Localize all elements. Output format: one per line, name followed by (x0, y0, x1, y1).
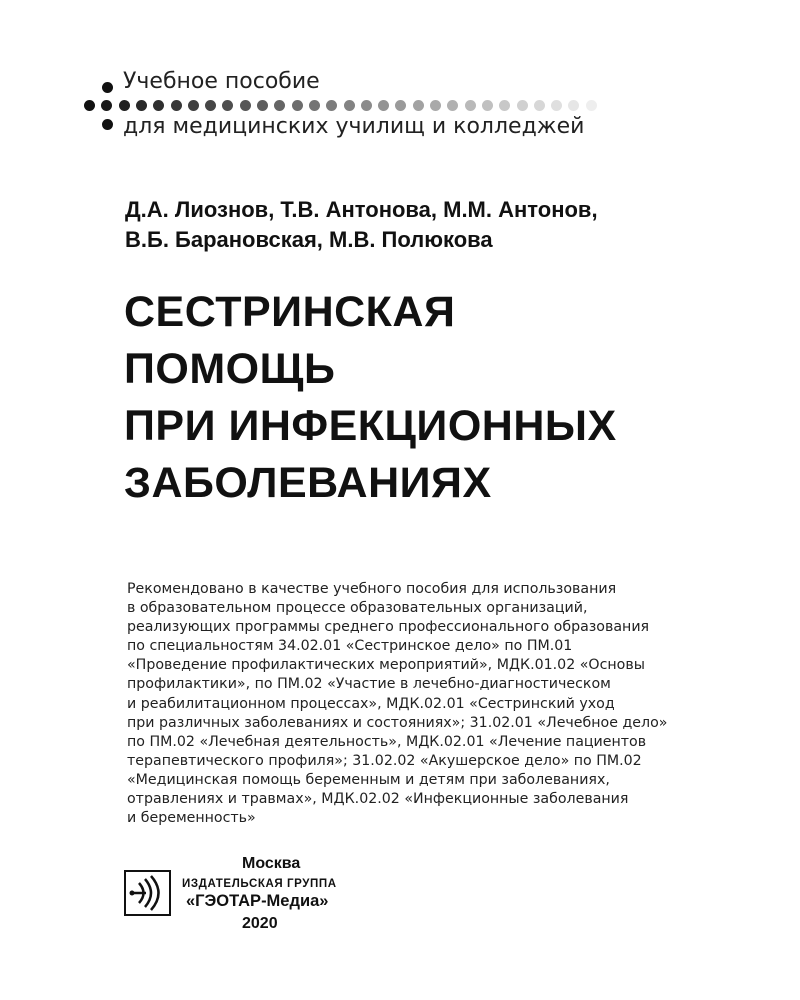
dot-icon (205, 100, 216, 111)
publisher-block (124, 855, 374, 935)
publisher-name: «ГЭОТАР-Медиа» (186, 892, 329, 910)
dot-icon (499, 100, 510, 111)
dot-icon (119, 100, 130, 111)
recommendation-line: и беременность» (127, 810, 256, 827)
publisher-group: ИЗДАТЕЛЬСКАЯ ГРУППА (182, 878, 337, 890)
recommendation-line: Рекомендовано в качестве учебного пособия для использования (127, 581, 617, 597)
dot-icon (378, 100, 389, 111)
recommendation-line: по ПМ.02 «Лечебная деятельность», МДК.02.01 «Лечение пациентов (127, 733, 647, 750)
dot-icon (447, 100, 458, 111)
dot-icon (188, 100, 199, 111)
recommendation-line: терапевтического профиля»; 31.02.02 «Акушерское дело» по ПМ.02 (127, 752, 642, 769)
dot-icon (551, 100, 562, 111)
dot-icon (102, 82, 113, 93)
dot-icon (586, 100, 597, 111)
series-title: Учебное пособие (123, 69, 320, 94)
series-subtitle: для медицинских училищ и колледжей (123, 114, 585, 139)
publisher-city: Москва (242, 855, 301, 872)
dot-icon (84, 100, 95, 111)
dot-icon (292, 100, 303, 111)
recommendation-line: по специальностям 34.02.01 «Сестринское дело» по ПМ.01 (127, 638, 573, 655)
dot-icon (534, 100, 545, 111)
title-line: ПОМОЩЬ (124, 345, 336, 393)
dot-icon (395, 100, 406, 111)
dot-icon (326, 100, 337, 111)
recommendation-line: реализующих программы среднего профессионального образования (127, 619, 650, 636)
dot-icon (153, 100, 164, 111)
title-line: ПРИ ИНФЕКЦИОННЫХ (124, 402, 617, 450)
authors-line: Д.А. Лиознов, Т.В. Антонова, М.М. Антонов, (125, 197, 598, 222)
recommendation-line: отравлениях и травмах», МДК.02.02 «Инфекционные заболевания (127, 791, 629, 808)
book-title (124, 284, 617, 512)
authors-line: В.Б. Барановская, М.В. Полюкова (125, 227, 493, 252)
recommendation-line: «Проведение профилактических мероприятий», МДК.01.02 «Основы (127, 657, 645, 674)
dot-icon (240, 100, 251, 111)
recommendation-line: профилактики», по ПМ.02 «Участие в лечебно-диагностическом (127, 676, 611, 693)
title-line: СЕСТРИНСКАЯ (124, 288, 456, 336)
dot-icon (482, 100, 493, 111)
dot-icon (101, 100, 112, 111)
dot-icon (344, 100, 355, 111)
dot-icon (136, 100, 147, 111)
dot-icon (257, 100, 268, 111)
authors (125, 195, 598, 255)
dot-icon (413, 100, 424, 111)
dot-icon (517, 100, 528, 111)
recommendation-line: «Медицинская помощь беременным и детям при заболеваниях, (127, 771, 610, 788)
dot-icon (309, 100, 320, 111)
dot-icon (430, 100, 441, 111)
series-header (80, 68, 720, 148)
dot-icon (361, 100, 372, 111)
dot-row-decoration (80, 100, 680, 112)
recommendation-line: и реабилитационном процессах», МДК.02.01 «Сестринский уход (127, 695, 615, 712)
publisher-logo-icon (124, 870, 171, 916)
dot-icon (274, 100, 285, 111)
dot-icon (465, 100, 476, 111)
publication-year: 2020 (242, 915, 278, 932)
recommendation-line: в образовательном процессе образовательных организаций, (127, 600, 588, 617)
dot-icon (222, 100, 233, 111)
recommendation-line: при различных заболеваниях и состояниях»; 31.02.01 «Лечебное дело» (127, 714, 668, 731)
dot-icon (568, 100, 579, 111)
dot-icon (102, 119, 113, 130)
recommendation-text (127, 580, 717, 828)
dot-icon (171, 100, 182, 111)
title-line: ЗАБОЛЕВАНИЯХ (124, 459, 492, 507)
